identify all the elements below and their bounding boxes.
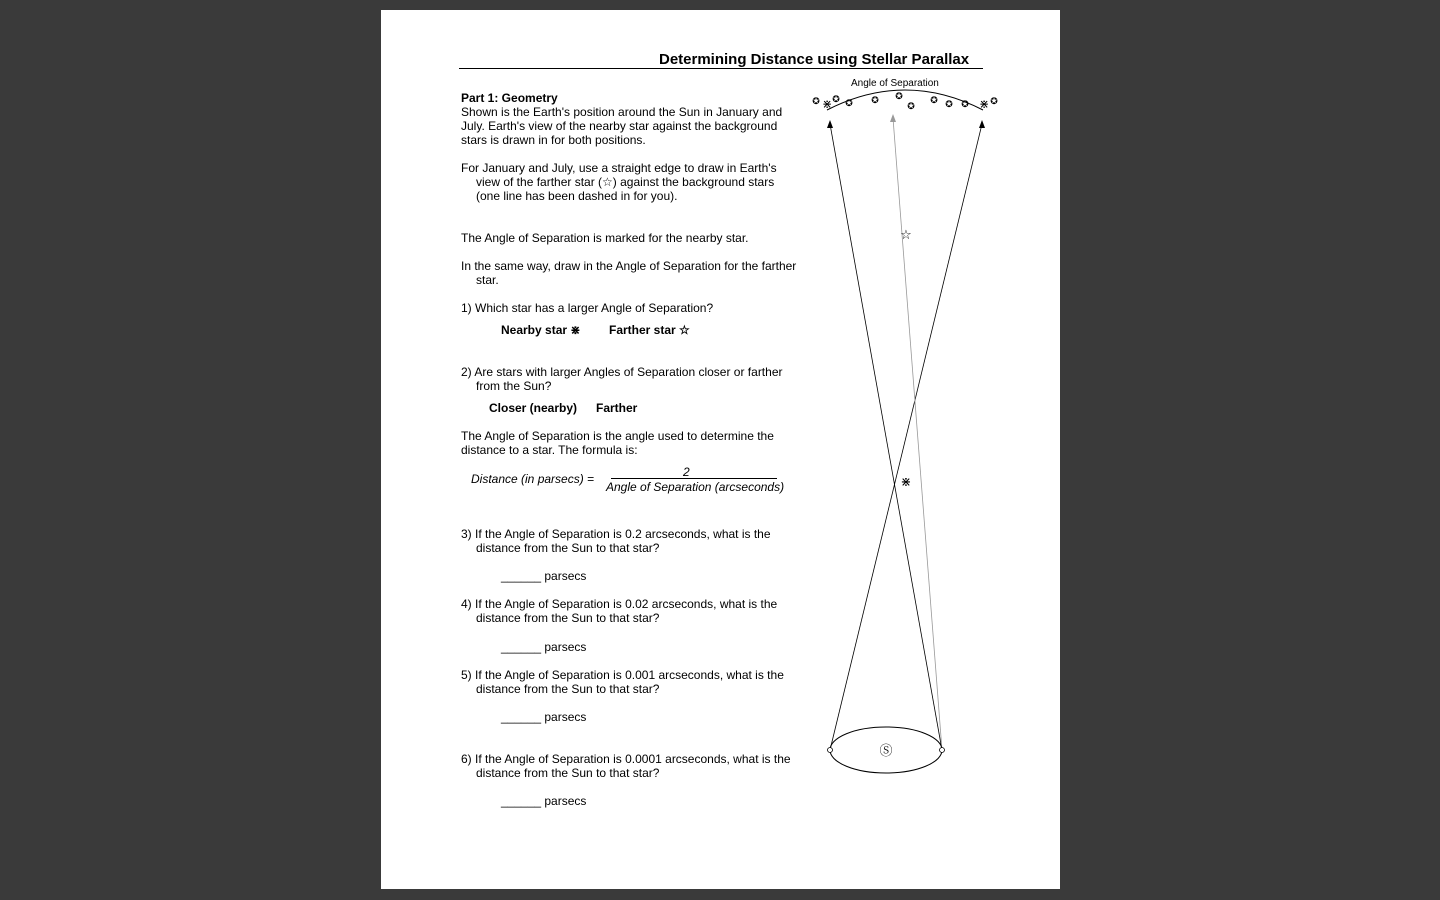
question-2-line-1: 2) Are stars with larger Angles of Separation closer or farther — [461, 365, 783, 379]
option-nearby-star[interactable] — [501, 323, 580, 337]
nearby-star-icon: ⋇ — [570, 323, 581, 337]
question-4-line-2: distance from the Sun to that star? — [476, 611, 660, 625]
intro-line-3: stars is drawn in for both positions. — [461, 133, 646, 147]
answer-3-blank[interactable]: ______ parsecs — [501, 569, 587, 583]
background-star-icon: ✪ — [961, 100, 969, 110]
option-nearby-label: Nearby star — [501, 323, 568, 337]
parallax-diagram — [801, 72, 1011, 782]
worksheet-page — [381, 10, 1060, 889]
same-way-line-2: star. — [476, 273, 499, 287]
farther-star-icon: ☆ — [900, 228, 912, 243]
question-3-line-2: distance from the Sun to that star? — [476, 541, 660, 555]
dashed-sight-line — [893, 118, 942, 750]
question-6-line-1: 6) If the Angle of Separation is 0.0001 arcseconds, what is the — [461, 752, 791, 766]
question-5-line-2: distance from the Sun to that star? — [476, 682, 660, 696]
sight-line-january — [830, 124, 982, 750]
fraction-bar — [611, 478, 777, 479]
title-underline — [459, 68, 983, 69]
nearby-star-icon: ⋇ — [900, 475, 912, 490]
answer-4-blank[interactable]: ______ parsecs — [501, 640, 587, 654]
background-star-icon: ✪ — [845, 99, 853, 109]
arrowhead-middle — [890, 114, 896, 122]
background-star-icon: ✪ — [895, 92, 903, 102]
nearby-star-image-icon: ⋇ — [821, 97, 833, 111]
formula-numerator: 2 — [683, 465, 690, 479]
background-star-icon: ✪ — [990, 97, 998, 107]
formula-intro-line-1: The Angle of Separation is the angle used to determine the — [461, 429, 774, 443]
question-5-line-1: 5) If the Angle of Separation is 0.001 arcseconds, what is the — [461, 668, 784, 682]
farther-star-icon: ☆ — [679, 323, 690, 337]
answer-5-blank[interactable]: ______ parsecs — [501, 710, 587, 724]
background-star-icon: ✪ — [907, 102, 915, 112]
question-3-line-1: 3) If the Angle of Separation is 0.2 arcseconds, what is the — [461, 527, 771, 541]
instruction-line-3: (one line has been dashed in for you). — [476, 189, 678, 203]
formula-intro-line-2: distance to a star. The formula is: — [461, 443, 638, 457]
intro-line-2: July. Earth's view of the nearby star against the background — [461, 119, 778, 133]
option-closer[interactable]: Closer (nearby) — [489, 401, 578, 415]
option-farther-star[interactable] — [609, 323, 690, 337]
background-star-icon: ✪ — [945, 100, 953, 110]
arc-label: Angle of Separation — [851, 78, 939, 89]
background-star-icon: ✪ — [832, 95, 840, 105]
option-farther-label: Farther star — [609, 323, 676, 337]
question-2-line-2: from the Sun? — [476, 379, 552, 393]
page-title: Determining Distance using Stellar Parallax — [659, 51, 970, 68]
background-star-icon: ✪ — [871, 96, 879, 106]
nearby-star-image-icon: ⋇ — [978, 97, 990, 111]
instruction-line-1: For January and July, use a straight edge to draw in Earth's — [461, 161, 777, 175]
same-way-line-1: In the same way, draw in the Angle of Separation for the farther — [461, 259, 797, 273]
earth-july-icon — [940, 748, 945, 753]
angle-marked-text: The Angle of Separation is marked for the nearby star. — [461, 231, 749, 245]
background-star-icon: ✪ — [930, 96, 938, 106]
earth-january-icon — [828, 748, 833, 753]
sun-icon: Ⓢ — [879, 744, 893, 759]
instruction-line-2: view of the farther star (☆) against the background stars — [476, 175, 775, 189]
formula-denominator: Angle of Separation (arcseconds) — [606, 480, 785, 494]
part1-heading: Part 1: Geometry — [461, 91, 558, 105]
option-farther[interactable]: Farther — [596, 401, 638, 415]
arrowhead-right — [979, 120, 985, 128]
question-4-line-1: 4) If the Angle of Separation is 0.02 arcseconds, what is the — [461, 597, 778, 611]
question-1: 1) Which star has a larger Angle of Separation? — [461, 301, 714, 315]
question-6-line-2: distance from the Sun to that star? — [476, 766, 660, 780]
arrowhead-left — [827, 120, 833, 128]
formula-lhs: Distance (in parsecs) = — [471, 472, 595, 486]
intro-line-1: Shown is the Earth's position around the Sun in January and — [461, 105, 783, 119]
background-star-icon: ✪ — [812, 97, 820, 107]
answer-6-blank[interactable]: ______ parsecs — [501, 794, 587, 808]
sight-line-july — [830, 124, 942, 750]
